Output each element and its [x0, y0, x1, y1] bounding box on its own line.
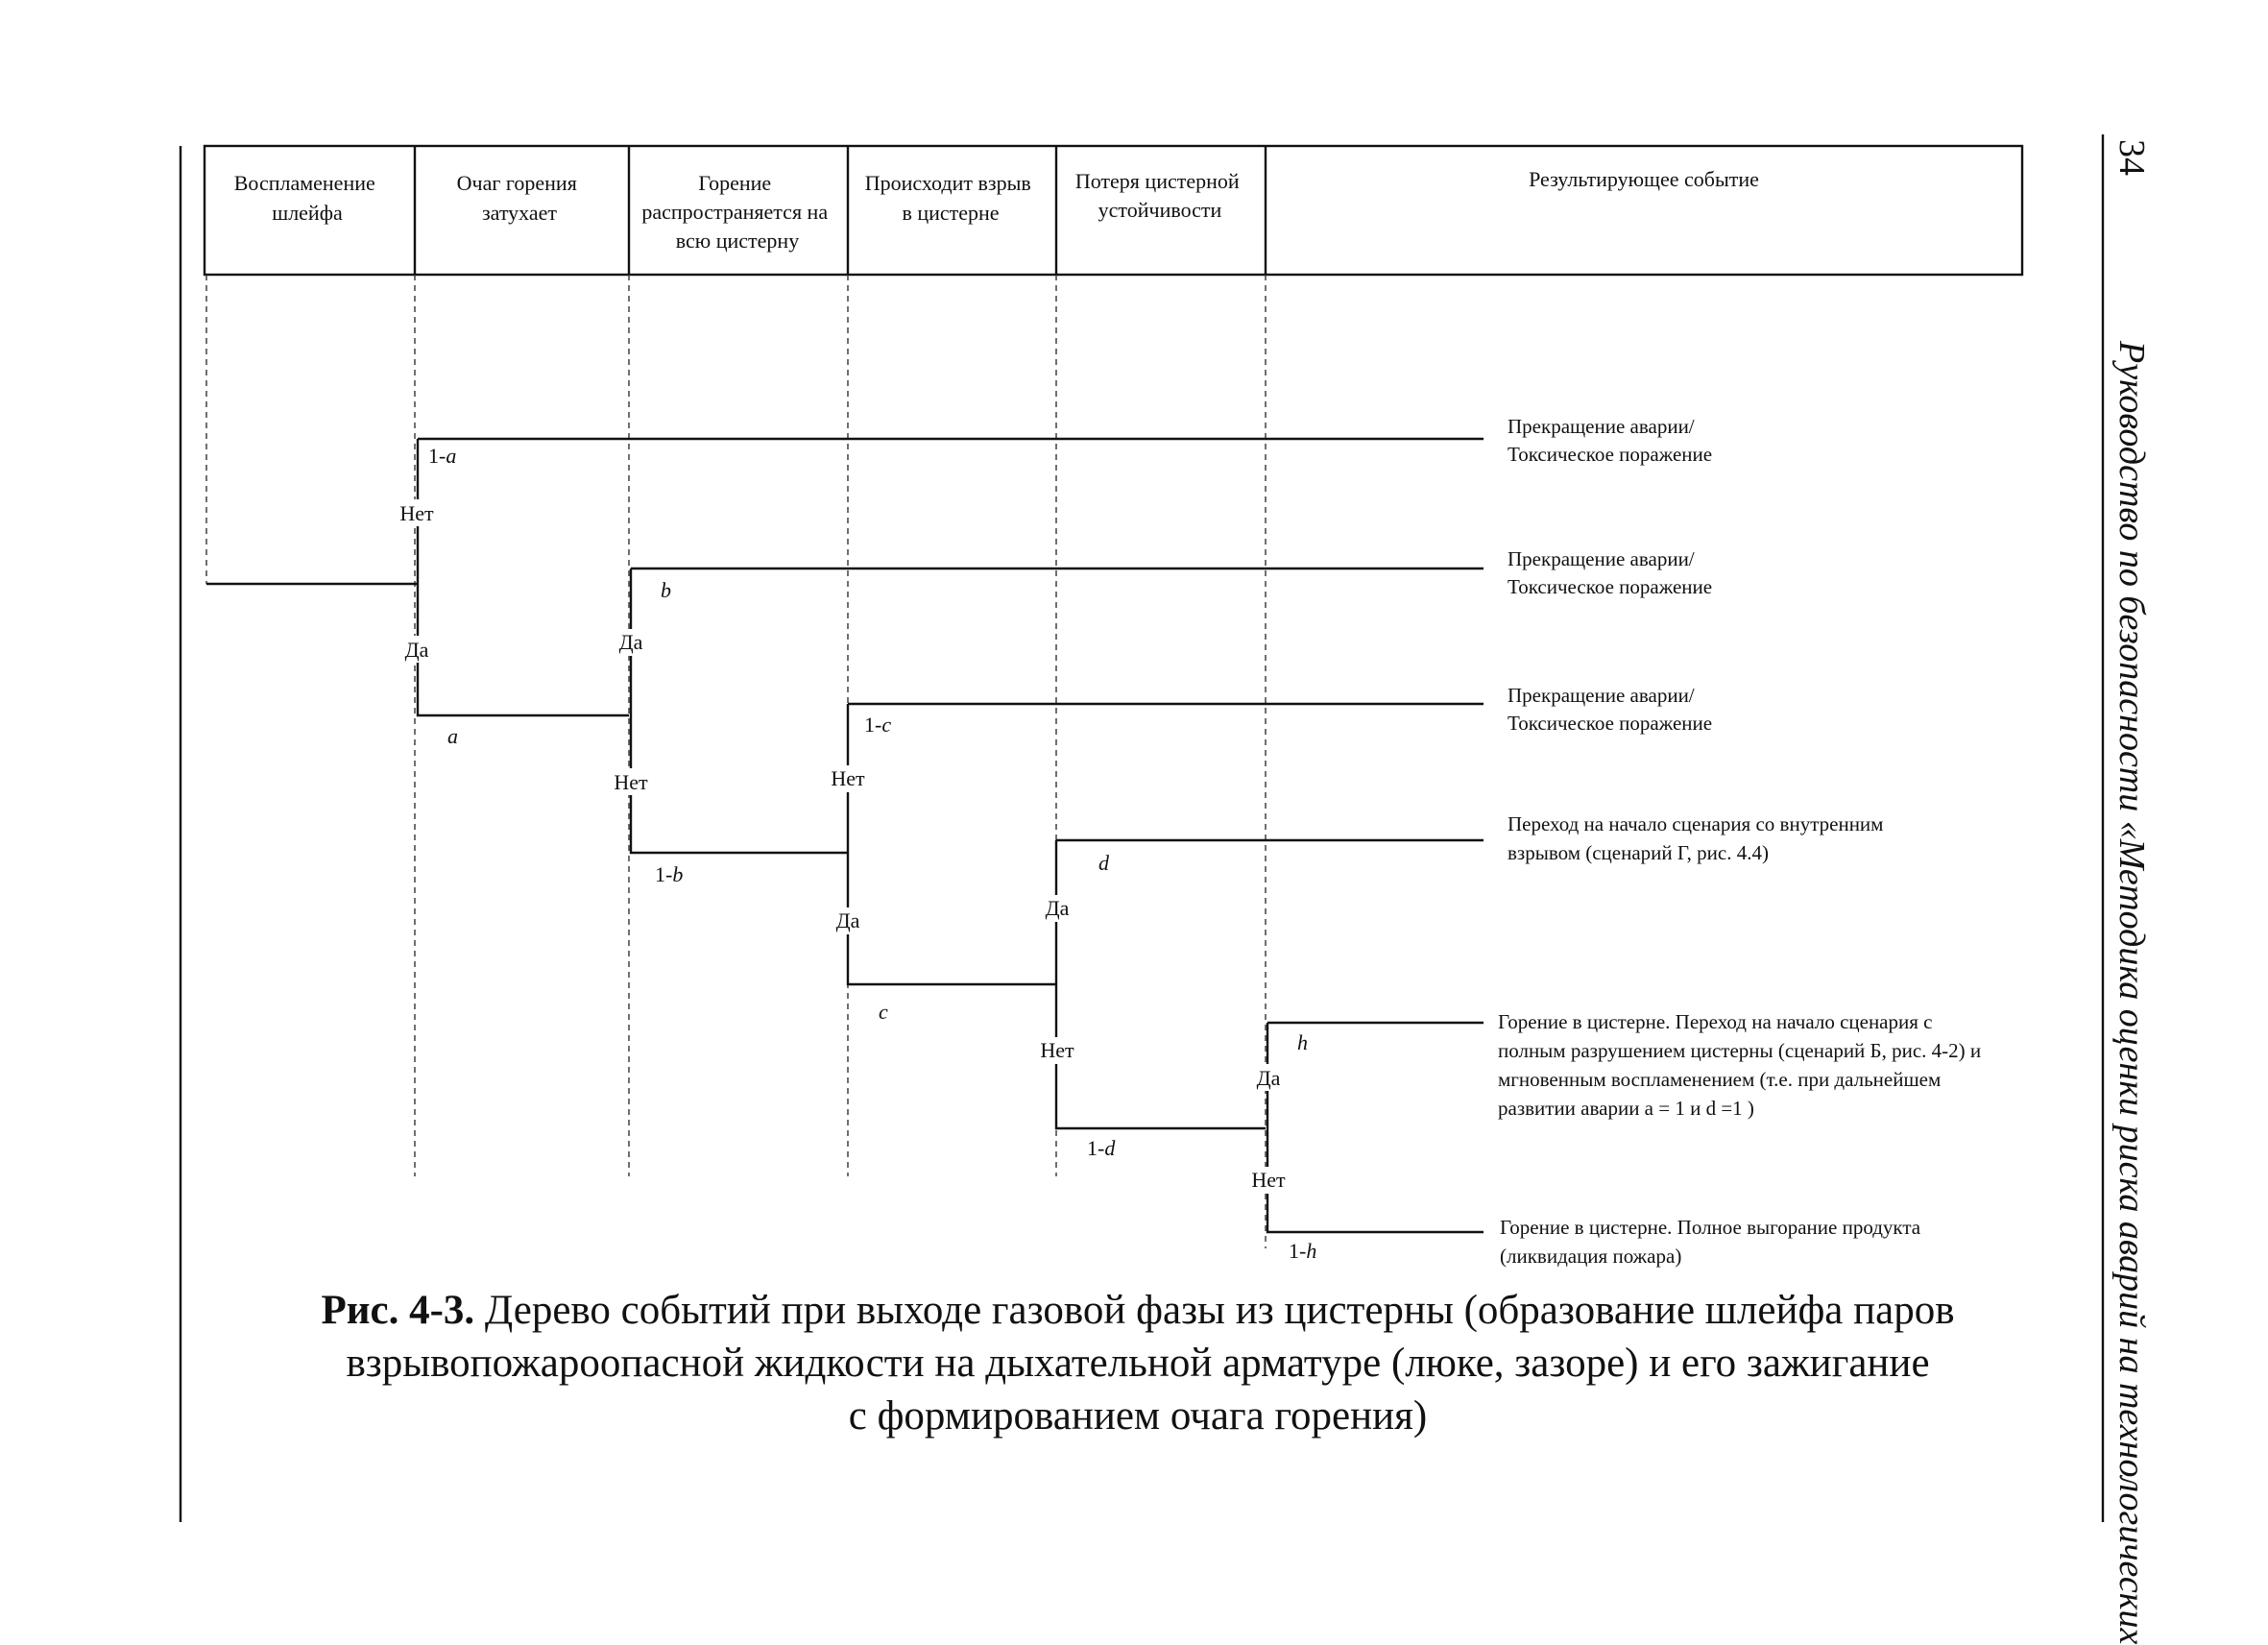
label-yes: Да — [1045, 896, 1070, 920]
prob-c: c — [879, 1000, 888, 1024]
prob-h: h — [1297, 1030, 1308, 1054]
branch-labels — [396, 499, 1290, 1194]
header-resulting-event: Результирующее событие — [1529, 167, 1759, 191]
outcome-1: Прекращение аварии/ Токсическое поражение — [1508, 415, 1713, 466]
label-yes: Да — [835, 908, 860, 932]
caption-line-2: взрывопожароопасной жидкости на дыхательной арматуре (люке, зазоре) и его зажигание — [346, 1341, 1930, 1386]
caption-line-3: с формированием очага горения) — [848, 1393, 1428, 1439]
header-table — [205, 146, 2022, 275]
running-header — [2111, 139, 2152, 1645]
node-explosion — [848, 704, 1056, 984]
probability-labels — [428, 444, 1316, 1263]
node-fire-spreads — [631, 568, 847, 853]
outcome-2: Прекращение аварии/ Токсическое поражение — [1508, 547, 1713, 598]
prob-one-minus-h: 1-h — [1289, 1239, 1317, 1263]
header-ignition: Воспламенение шлейфа — [233, 171, 375, 225]
node-fire-dies — [418, 451, 629, 715]
outcome-3: Прекращение аварии/ Токсическое поражение — [1508, 684, 1713, 735]
prob-one-minus-c: 1-c — [864, 713, 892, 737]
header-fire-spreads: Горение распространяется на всю цистерну — [641, 171, 829, 253]
outcomes — [1498, 415, 1986, 1268]
caption-line-1: Рис. 4-3. Дерево событий при выходе газовой фазы из цистерны (образование шлейфа паров — [321, 1288, 1955, 1333]
prob-b: b — [661, 578, 671, 602]
label-yes: Да — [404, 638, 429, 662]
label-no: Нет — [831, 766, 865, 790]
outcome-6: Горение в цистерне. Полное выгорание продукта (ликвидация пожара) — [1500, 1216, 1921, 1268]
figure-caption — [321, 1288, 1954, 1439]
prob-one-minus-d: 1-d — [1087, 1136, 1116, 1160]
label-yes: Да — [1256, 1066, 1281, 1090]
column-guides — [206, 275, 1266, 1248]
label-no: Нет — [614, 770, 648, 794]
prob-one-minus-b: 1-b — [655, 862, 684, 886]
header-stability-loss: Потеря цистерной устойчивости — [1074, 169, 1240, 222]
page-number: 34 — [2111, 139, 2152, 176]
header-fire-dies: Очаг горения затухает — [456, 171, 577, 225]
prob-a: a — [447, 724, 458, 748]
label-no: Нет — [1251, 1168, 1286, 1192]
running-title: Руководство по безопасности «Методика оценки риска аварий на технологических — [2111, 341, 2152, 1645]
label-no: Нет — [1040, 1038, 1074, 1062]
prob-d: d — [1098, 851, 1109, 875]
tree-branches — [206, 439, 1484, 1232]
outcome-5: Горение в цистерне. Переход на начало сценария с полным разрушением цистерны (сценарий Б, рис. 4-2) и мгновенным воспламенением (т.е. при дальнейшем развитии аварии a = 1 и d =1 ) — [1498, 1010, 1982, 1120]
header-explosion: Происходит взрыв в цистерне — [864, 171, 1031, 225]
node-stability-loss — [1056, 840, 1266, 1128]
label-no: Нет — [399, 501, 434, 525]
label-yes: Да — [618, 630, 643, 654]
prob-one-minus-a: 1-a — [428, 444, 457, 468]
outcome-4: Переход на начало сценария со внутренним взрывом (сценарий Г, рис. 4.4) — [1508, 812, 1884, 864]
